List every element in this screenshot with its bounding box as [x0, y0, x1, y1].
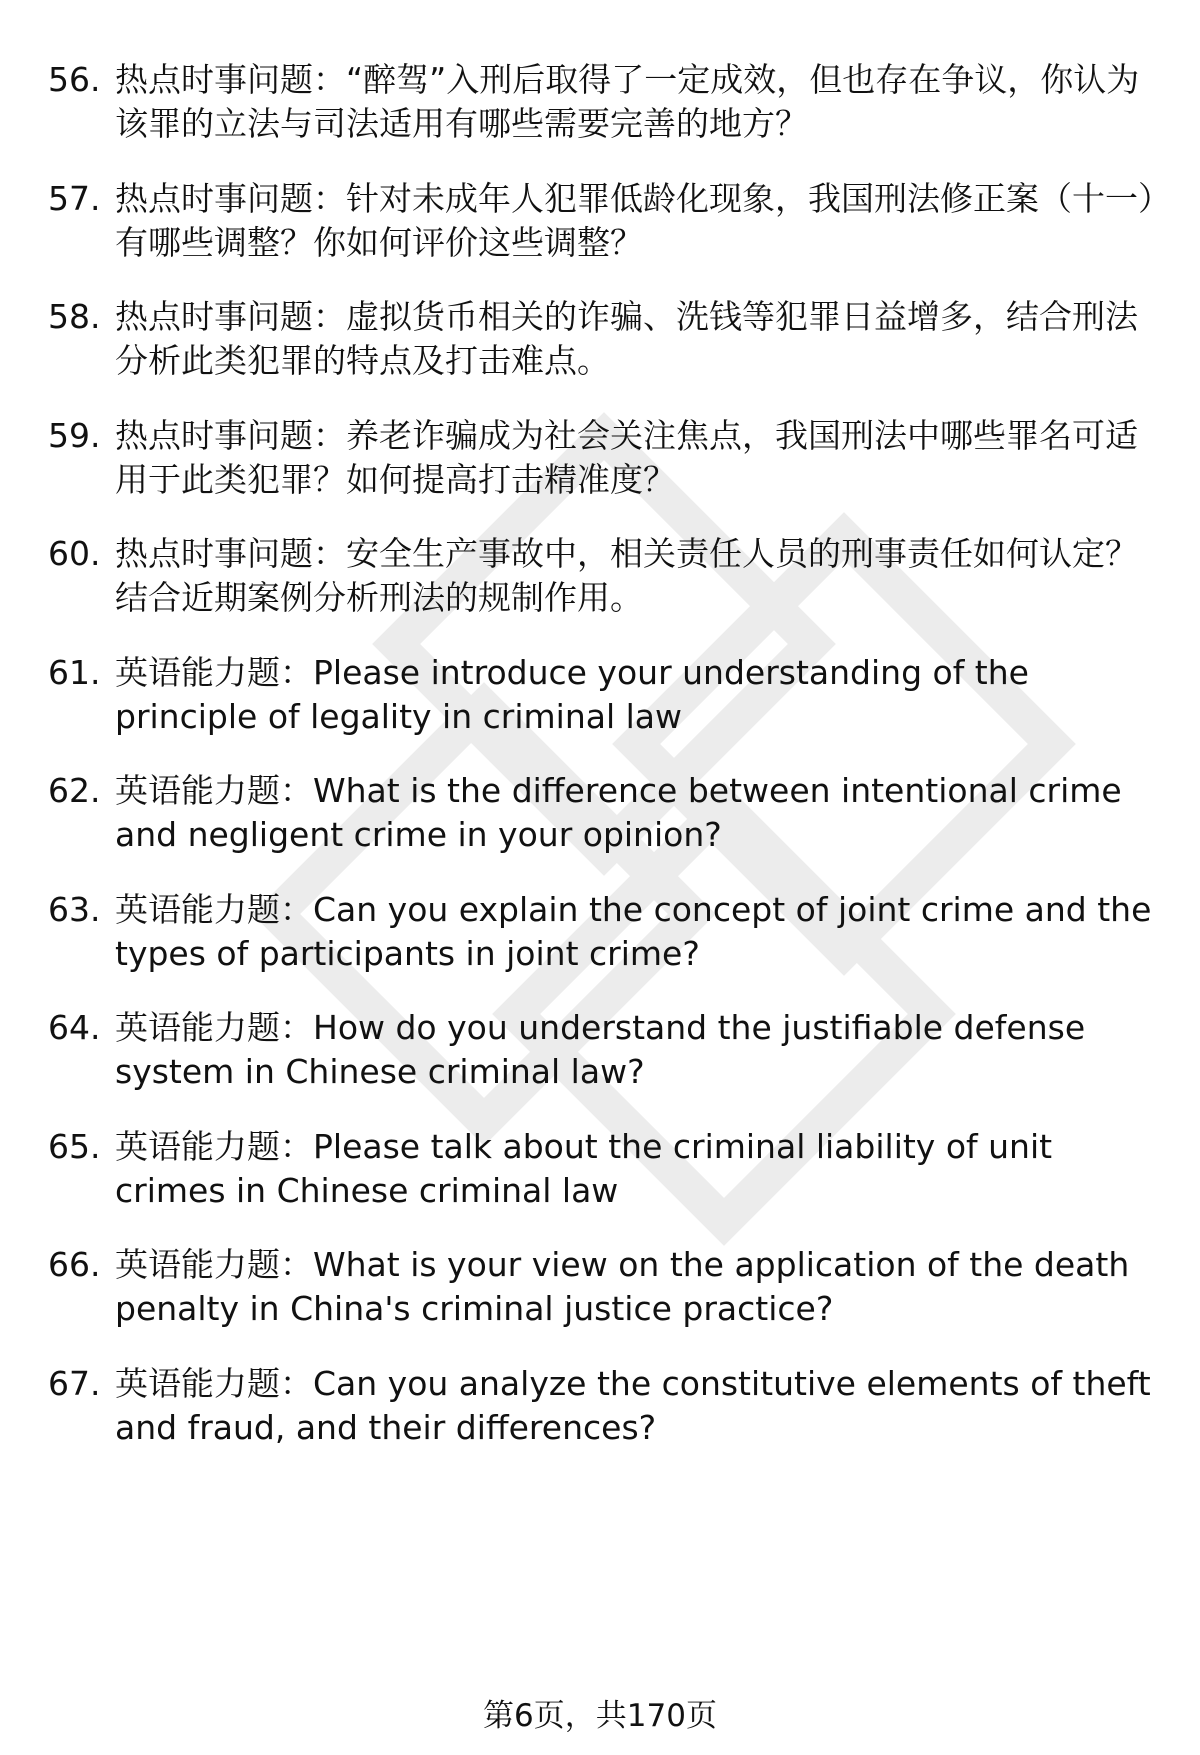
question-item	[0, 1237, 1200, 1356]
question-number: 67.	[48, 1363, 101, 1403]
question-number: 57.	[48, 178, 101, 218]
question-item	[0, 763, 1200, 882]
question-item	[0, 645, 1200, 764]
question-text: 英语能力题：Please introduce your understanding of the principle of legality in criminal law	[115, 652, 1029, 736]
question-item	[0, 52, 1200, 171]
question-item	[0, 408, 1200, 527]
question-number: 58.	[48, 297, 101, 336]
question-text: 英语能力题：What is your view on the application of the death penalty in China's criminal justice practice?	[115, 1245, 1130, 1328]
question-text: 热点时事问题：虚拟货币相关的诈骗、洗钱等犯罪日益增多，结合刑法分析此类犯罪的特点及打击难点。	[115, 297, 1138, 380]
question-number: 61.	[48, 652, 101, 692]
question-text: 英语能力题：What is the difference between intentional crime and negligent crime in your opinion?	[115, 771, 1122, 854]
question-item	[0, 882, 1200, 1001]
question-text: 热点时事问题：安全生产事故中，相关责任人员的刑事责任如何认定？结合近期案例分析刑法的规制作用。	[115, 534, 1138, 617]
question-item	[0, 526, 1200, 645]
question-text: 英语能力题：Can you explain the concept of joint crime and the types of participants in joint crime?	[115, 889, 1152, 973]
question-text: 英语能力题：How do you understand the justifiable defense system in Chinese criminal law?	[115, 1008, 1086, 1091]
page-footer: 第6页，共170页	[483, 1698, 717, 1734]
question-item	[0, 171, 1200, 290]
question-item	[0, 1356, 1200, 1475]
question-item	[0, 1000, 1200, 1119]
question-number: 65.	[48, 1126, 101, 1166]
question-text: 热点时事问题：针对未成年人犯罪低龄化现象，我国刑法修正案（十一）有哪些调整？你如何评价这些调整？	[115, 178, 1155, 262]
question-number: 62.	[48, 771, 101, 810]
question-number: 60.	[48, 534, 101, 573]
question-text: 热点时事问题：“醉驾”入刑后取得了一定成效，但也存在争议，你认为该罪的立法与司法适用有哪些需要完善的地方？	[115, 60, 1140, 143]
question-number: 66.	[48, 1245, 101, 1284]
question-number: 56.	[48, 60, 101, 99]
question-text: 英语能力题：Can you analyze the constitutive elements of theft and fraud, and their differences?	[115, 1363, 1151, 1447]
question-number: 64.	[48, 1008, 101, 1047]
question-list	[0, 52, 1200, 1474]
question-number: 63.	[48, 889, 101, 929]
question-item	[0, 289, 1200, 408]
question-text: 热点时事问题：养老诈骗成为社会关注焦点，我国刑法中哪些罪名可适用于此类犯罪？如何提高打击精准度？	[115, 415, 1138, 499]
question-text: 英语能力题：Please talk about the criminal liability of unit crimes in Chinese criminal law	[115, 1126, 1053, 1210]
question-item	[0, 1119, 1200, 1238]
question-number: 59.	[48, 415, 101, 455]
